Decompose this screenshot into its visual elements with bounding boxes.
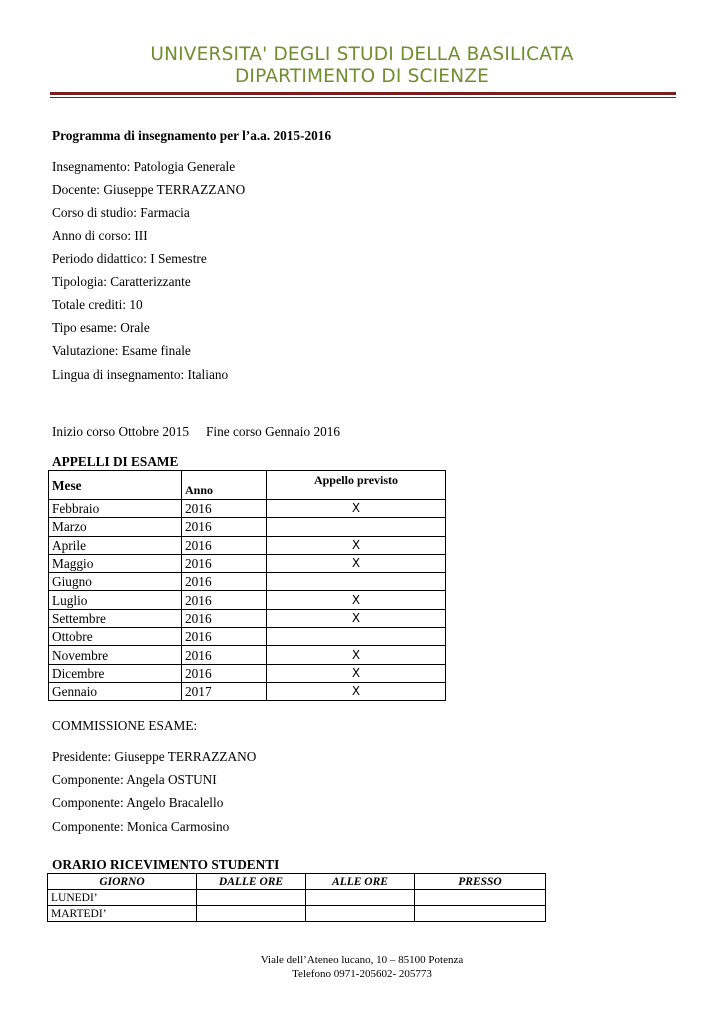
cell-appello — [267, 518, 446, 536]
field-periodo-didattico: Periodo didattico: I Semestre — [52, 251, 207, 266]
table-row — [48, 890, 546, 906]
cell-mese: Maggio — [49, 554, 182, 572]
table-header-row — [49, 471, 446, 500]
header-anno: Anno — [182, 471, 267, 500]
footer-phone: Telefono 0971-205602- 205773 — [292, 968, 432, 980]
commissione-title: COMMISSIONE ESAME: — [52, 718, 198, 733]
cell-anno: 2016 — [182, 554, 267, 572]
cell-appello: X — [267, 554, 446, 572]
cell-alle-ore — [306, 906, 415, 922]
commissione-presidente: Presidente: Giuseppe TERRAZZANO — [52, 749, 257, 764]
table-row — [49, 628, 446, 646]
cell-appello: X — [267, 536, 446, 554]
commissione-componente: Componente: Angelo Bracalello — [52, 795, 224, 810]
cell-mese: Marzo — [49, 518, 182, 536]
cell-appello: X — [267, 500, 446, 518]
footer-address: Viale dell’Ateneo lucano, 10 – 85100 Potenza — [260, 954, 464, 966]
cell-dalle-ore — [197, 906, 306, 922]
commissione-componente: Componente: Angela OSTUNI — [52, 772, 217, 787]
header-rule-thin — [50, 97, 676, 98]
cell-mese: Dicembre — [49, 664, 182, 682]
appelli-table — [48, 470, 446, 701]
table-row — [49, 664, 446, 682]
cell-anno: 2016 — [182, 518, 267, 536]
appelli-title: APPELLI DI ESAME — [52, 454, 179, 469]
cell-appello: X — [267, 664, 446, 682]
orario-title: ORARIO RICEVIMENTO STUDENTI — [52, 857, 280, 872]
table-row — [49, 500, 446, 518]
cell-mese: Settembre — [49, 609, 182, 627]
field-anno-di-corso: Anno di corso: III — [52, 228, 148, 243]
table-row — [49, 682, 446, 700]
field-tipologia: Tipologia: Caratterizzante — [52, 274, 191, 289]
table-header-row — [48, 874, 546, 890]
table-row — [49, 536, 446, 554]
department-name: DIPARTIMENTO DI SCIENZE — [234, 66, 490, 87]
table-row — [49, 554, 446, 572]
cell-anno: 2016 — [182, 609, 267, 627]
field-lingua: Lingua di insegnamento: Italiano — [52, 367, 229, 382]
header-appello-previsto: Appello previsto — [267, 471, 446, 500]
cell-appello: X — [267, 646, 446, 664]
cell-anno: 2016 — [182, 573, 267, 591]
cell-anno: 2016 — [182, 500, 267, 518]
cell-appello: X — [267, 609, 446, 627]
cell-alle-ore — [306, 890, 415, 906]
field-insegnamento: Insegnamento: Patologia Generale — [52, 159, 236, 174]
document-header — [0, 44, 724, 88]
field-corso-di-studio: Corso di studio: Farmacia — [52, 205, 190, 220]
table-row — [49, 646, 446, 664]
cell-mese: Gennaio — [49, 682, 182, 700]
cell-appello: X — [267, 682, 446, 700]
cell-dalle-ore — [197, 890, 306, 906]
table-row — [49, 518, 446, 536]
course-start: Inizio corso Ottobre 2015 — [52, 424, 190, 439]
cell-giorno: LUNEDI’ — [48, 890, 197, 906]
cell-mese: Novembre — [49, 646, 182, 664]
program-title: Programma di insegnamento per l’a.a. 2015-2016 — [52, 128, 332, 143]
table-row — [48, 906, 546, 922]
cell-anno: 2016 — [182, 646, 267, 664]
cell-appello: X — [267, 591, 446, 609]
cell-anno: 2016 — [182, 664, 267, 682]
field-tipo-esame: Tipo esame: Orale — [52, 320, 150, 335]
cell-anno: 2016 — [182, 536, 267, 554]
cell-mese: Aprile — [49, 536, 182, 554]
cell-appello — [267, 573, 446, 591]
cell-appello — [267, 628, 446, 646]
cell-presso — [415, 890, 546, 906]
header-presso: PRESSO — [415, 874, 546, 890]
header-dalle-ore: DALLE ORE — [197, 874, 306, 890]
cell-anno: 2016 — [182, 591, 267, 609]
table-row — [49, 609, 446, 627]
field-totale-crediti: Totale crediti: 10 — [52, 297, 143, 312]
course-end: Fine corso Gennaio 2016 — [206, 424, 341, 439]
university-name: UNIVERSITA' DEGLI STUDI DELLA BASILICATA — [150, 44, 574, 65]
cell-mese: Febbraio — [49, 500, 182, 518]
header-mese: Mese — [49, 471, 182, 500]
commissione-componente: Componente: Monica Carmosino — [52, 819, 230, 834]
header-rule-thick — [50, 92, 676, 95]
cell-anno: 2017 — [182, 682, 267, 700]
table-row — [49, 591, 446, 609]
table-row — [49, 573, 446, 591]
header-giorno: GIORNO — [48, 874, 197, 890]
header-alle-ore: ALLE ORE — [306, 874, 415, 890]
cell-mese: Luglio — [49, 591, 182, 609]
orario-table — [47, 873, 546, 922]
field-docente: Docente: Giuseppe TERRAZZANO — [52, 182, 246, 197]
cell-giorno: MARTEDI’ — [48, 906, 197, 922]
cell-mese: Giugno — [49, 573, 182, 591]
field-valutazione: Valutazione: Esame finale — [52, 343, 191, 358]
cell-mese: Ottobre — [49, 628, 182, 646]
cell-anno: 2016 — [182, 628, 267, 646]
cell-presso — [415, 906, 546, 922]
